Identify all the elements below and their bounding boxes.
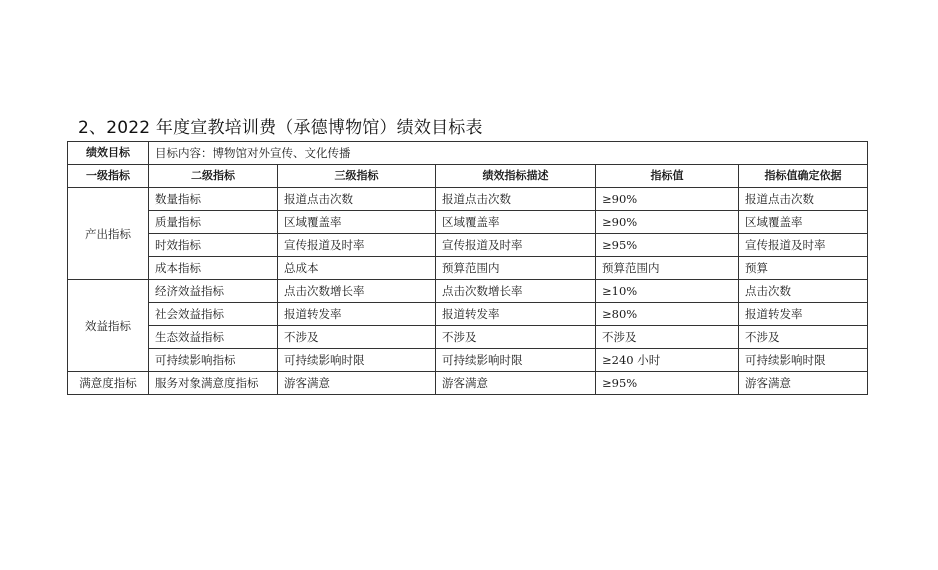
- header-description: 绩效指标描述: [436, 165, 596, 188]
- description-cell: 宣传报道及时率: [436, 234, 596, 257]
- description-cell: 游客满意: [436, 372, 596, 395]
- description-cell: 不涉及: [436, 326, 596, 349]
- table-row: [68, 211, 868, 234]
- level2-cell: 质量指标: [149, 211, 278, 234]
- basis-cell: 报道点击次数: [739, 188, 868, 211]
- level1-cell: 产出指标: [68, 188, 149, 280]
- target-content: 目标内容：博物馆对外宣传、文化传播: [149, 142, 868, 165]
- level2-cell: 经济效益指标: [149, 280, 278, 303]
- level2-cell: 数量指标: [149, 188, 278, 211]
- basis-cell: 区域覆盖率: [739, 211, 868, 234]
- value-cell: ≥95%: [596, 234, 739, 257]
- header-level3: 三级指标: [278, 165, 436, 188]
- table-row: [68, 349, 868, 372]
- document-title: 2、2022 年度宣教培训费（承德博物馆）绩效目标表: [78, 118, 483, 138]
- basis-cell: 点击次数: [739, 280, 868, 303]
- basis-cell: 可持续影响时限: [739, 349, 868, 372]
- table-row: [68, 372, 868, 395]
- value-cell: ≥240 小时: [596, 349, 739, 372]
- header-row: [68, 165, 868, 188]
- description-cell: 区域覆盖率: [436, 211, 596, 234]
- level3-cell: 报道点击次数: [278, 188, 436, 211]
- basis-cell: 游客满意: [739, 372, 868, 395]
- table-row: [68, 280, 868, 303]
- level3-cell: 区域覆盖率: [278, 211, 436, 234]
- value-cell: 预算范围内: [596, 257, 739, 280]
- level2-cell: 可持续影响指标: [149, 349, 278, 372]
- basis-cell: 预算: [739, 257, 868, 280]
- level2-cell: 生态效益指标: [149, 326, 278, 349]
- level3-cell: 点击次数增长率: [278, 280, 436, 303]
- value-cell: ≥90%: [596, 211, 739, 234]
- level2-cell: 服务对象满意度指标: [149, 372, 278, 395]
- level3-cell: 不涉及: [278, 326, 436, 349]
- basis-cell: 报道转发率: [739, 303, 868, 326]
- description-cell: 预算范围内: [436, 257, 596, 280]
- header-basis: 指标值确定依据: [739, 165, 868, 188]
- description-cell: 可持续影响时限: [436, 349, 596, 372]
- level1-cell: 效益指标: [68, 280, 149, 372]
- target-label: 绩效目标: [68, 142, 149, 165]
- header-level2: 二级指标: [149, 165, 278, 188]
- header-value: 指标值: [596, 165, 739, 188]
- header-level1: 一级指标: [68, 165, 149, 188]
- description-cell: 报道转发率: [436, 303, 596, 326]
- target-row: [68, 142, 868, 165]
- level2-cell: 成本指标: [149, 257, 278, 280]
- value-cell: ≥95%: [596, 372, 739, 395]
- value-cell: ≥90%: [596, 188, 739, 211]
- level3-cell: 总成本: [278, 257, 436, 280]
- level1-cell: 满意度指标: [68, 372, 149, 395]
- table-row: [68, 257, 868, 280]
- level3-cell: 宣传报道及时率: [278, 234, 436, 257]
- value-cell: 不涉及: [596, 326, 739, 349]
- basis-cell: 宣传报道及时率: [739, 234, 868, 257]
- description-cell: 点击次数增长率: [436, 280, 596, 303]
- basis-cell: 不涉及: [739, 326, 868, 349]
- value-cell: ≥80%: [596, 303, 739, 326]
- description-cell: 报道点击次数: [436, 188, 596, 211]
- performance-target-table: [67, 141, 868, 395]
- level3-cell: 报道转发率: [278, 303, 436, 326]
- table-row: [68, 234, 868, 257]
- level2-cell: 社会效益指标: [149, 303, 278, 326]
- value-cell: ≥10%: [596, 280, 739, 303]
- table-row: [68, 326, 868, 349]
- level3-cell: 游客满意: [278, 372, 436, 395]
- level3-cell: 可持续影响时限: [278, 349, 436, 372]
- table-row: [68, 188, 868, 211]
- table-row: [68, 303, 868, 326]
- level2-cell: 时效指标: [149, 234, 278, 257]
